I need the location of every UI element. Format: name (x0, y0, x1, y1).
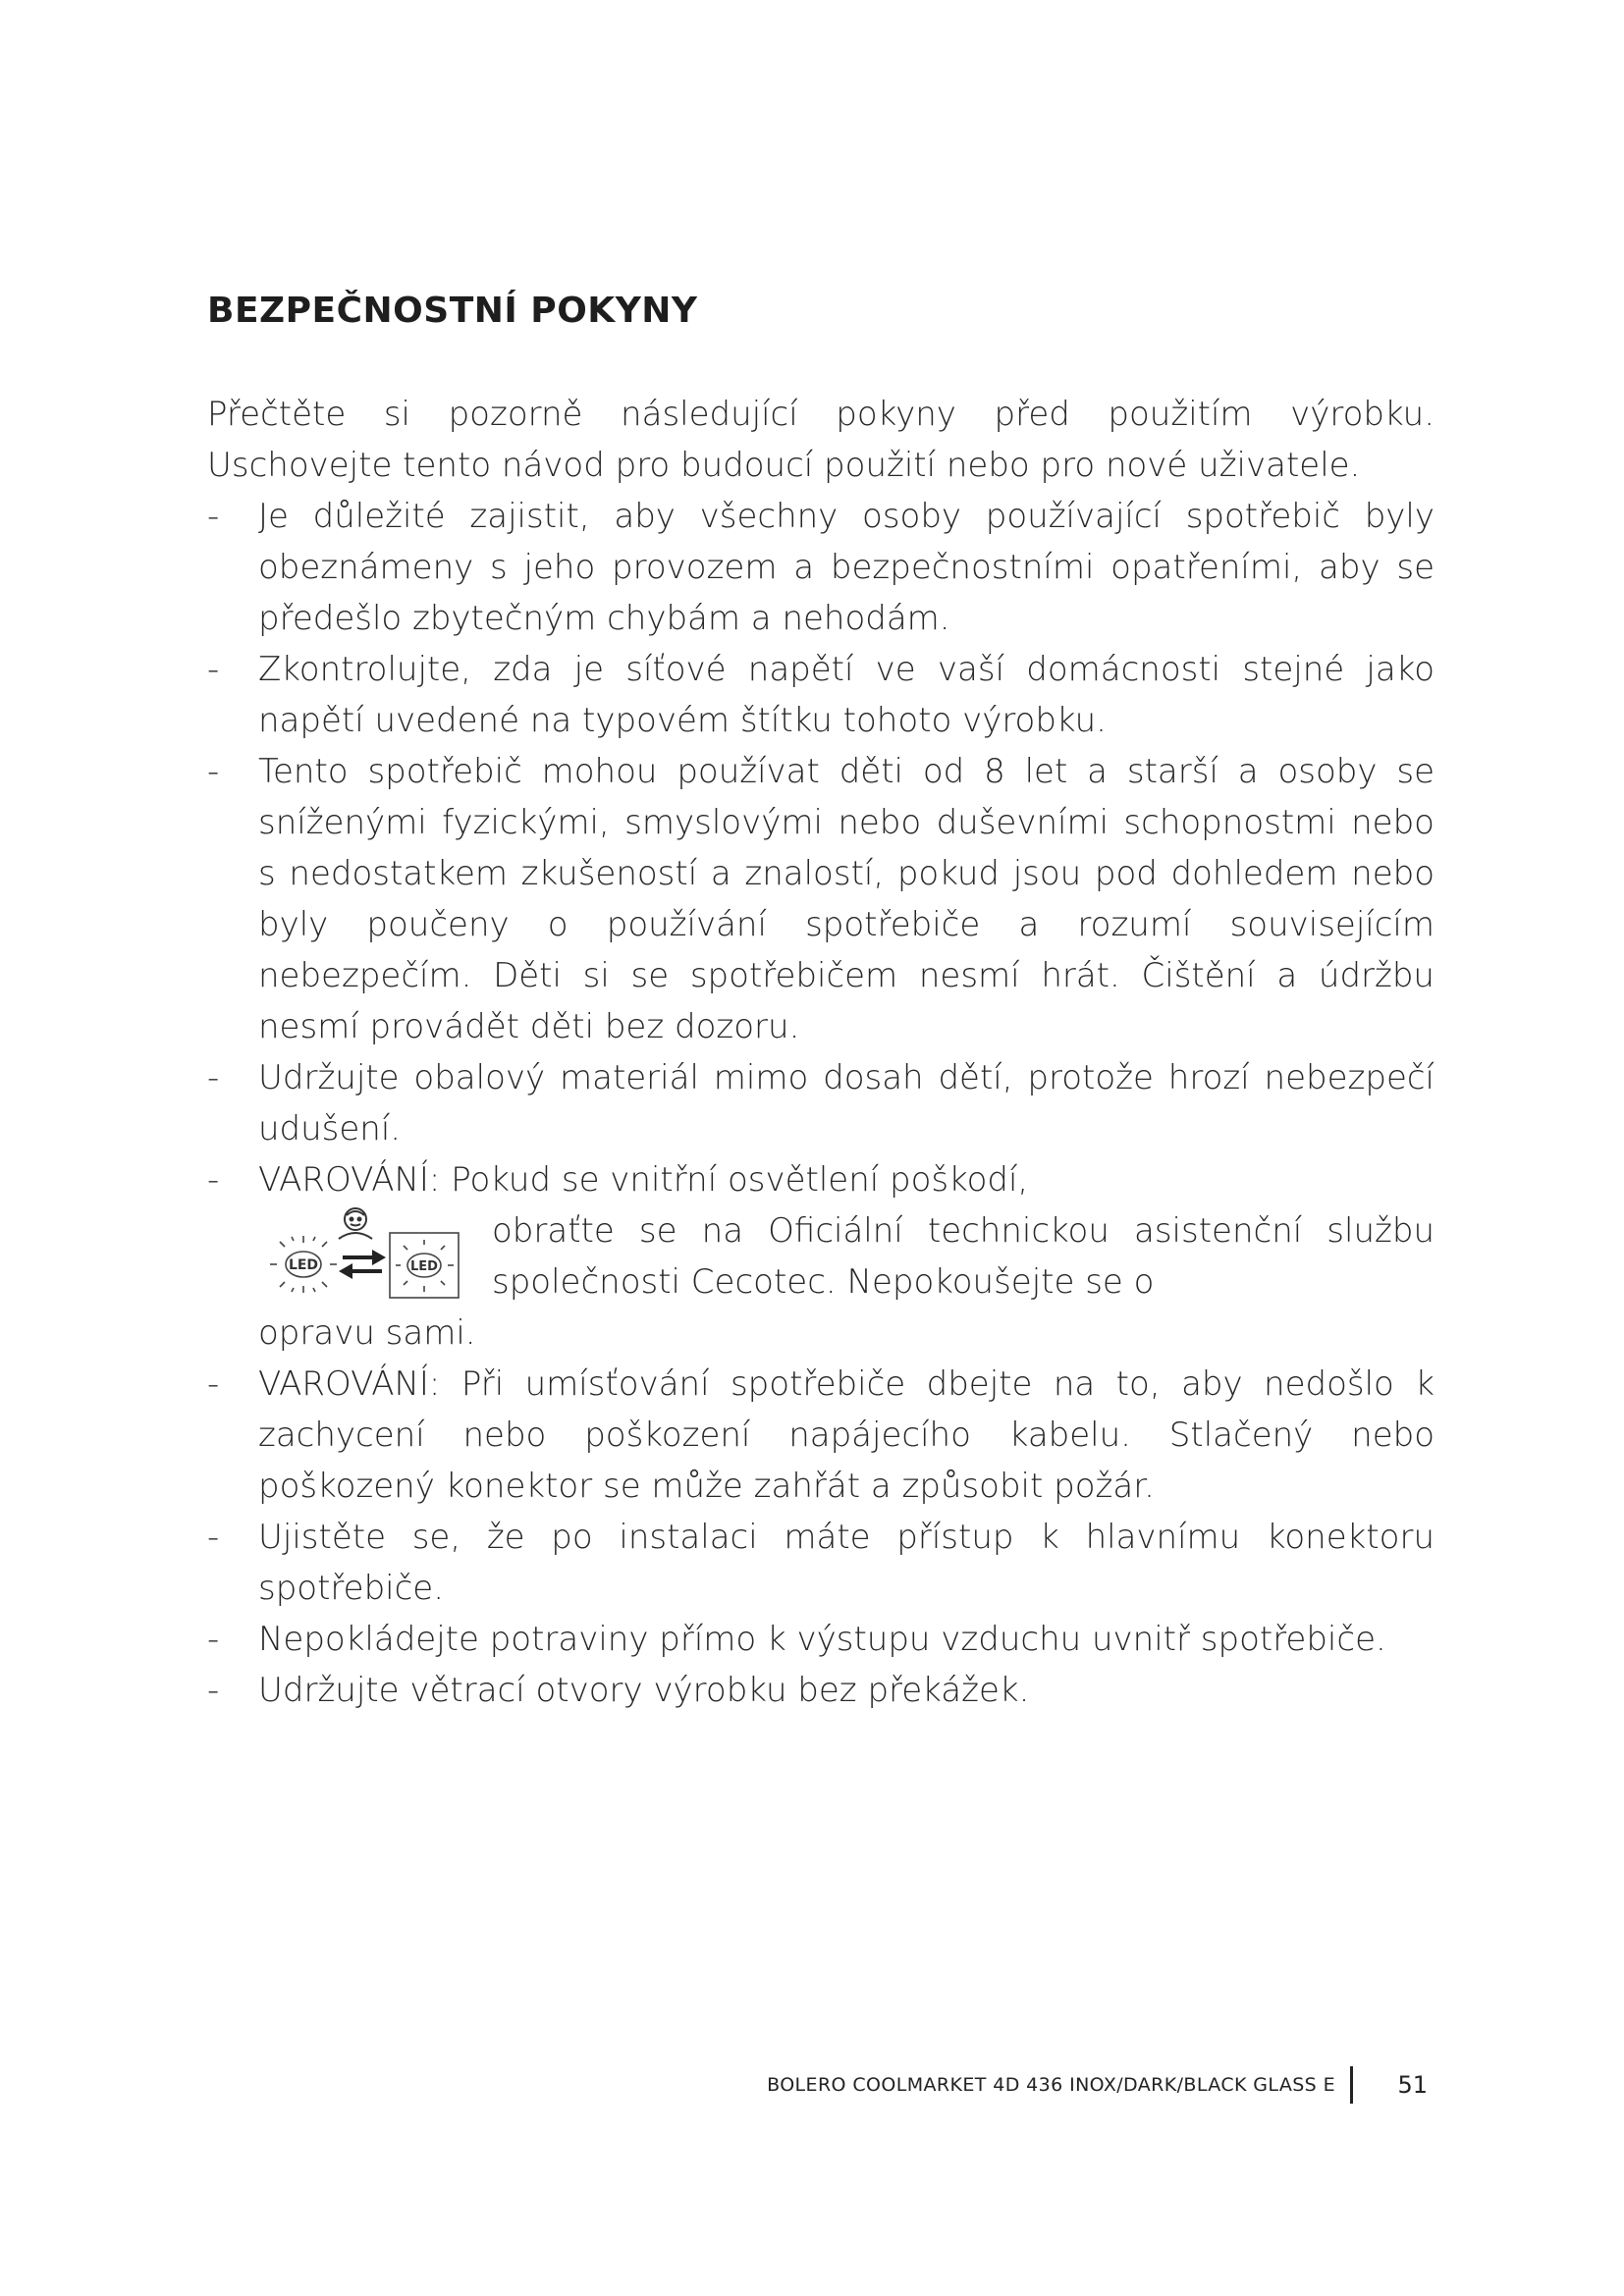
safety-item: - Udržujte obalový materiál mimo dosah dětí, protože hrozí nebezpečí udušení. (207, 1052, 1435, 1154)
led-label-right: LED (410, 1259, 438, 1274)
led-label-left: LED (288, 1257, 319, 1273)
intro-paragraph: Přečtěte si pozorně následující pokyny před použitím výrobku. Uschovejte tento návod pro budoucí použití nebo pro nové uživatele. (207, 395, 1435, 485)
led-warning-first-line: - VAROVÁNÍ: Pokud se vnitřní osvětlení poškodí, (258, 1160, 1029, 1200)
safety-item: - Tento spotřebič mohou používat děti od 8 let a starší a osoby se sníženými fyzickými, smyslovými nebo duševními schopnostmi nebo s nedostatkem zkušeností a znalostí, pokud jsou pod dohledem nebo byly poučeny o používání spotřebiče a rozumí souvisejícím nebezpečím. Děti si se spotřebičem nesmí hrát. Čištění a údržbu nesmí provádět děti bez dozoru. (207, 746, 1435, 1052)
safety-item: - Je důležité zajistit, aby všechny osoby používající spotřebič byly obeznámeny s jeho provozem a bezpečnostními opatřeními, aby se předešlo zbytečným chybám a nehodám. (207, 491, 1435, 644)
safety-item: - Udržujte větrací otvory výrobku bez překážek. (207, 1665, 1435, 1716)
technician-icon (339, 1208, 372, 1239)
led-warning-text: obraťte se na Oficiální technickou asistenční službu společnosti Cecotec. Nepokoušejte se o (492, 1211, 1435, 1302)
led-replacement-icon (264, 1205, 470, 1308)
page-footer (0, 2066, 1428, 2106)
footer-divider (1350, 2066, 1353, 2104)
body-text (207, 389, 1435, 1716)
safety-item: - Zkontrolujte, zda je síťové napětí ve vaší domácnosti stejné jako napětí uvedené na typovém štítku tohoto výrobku. (207, 644, 1435, 746)
page-number: 51 (1397, 2071, 1428, 2099)
swap-arrows-icon (339, 1250, 386, 1279)
section-heading: BEZPEČNOSTNÍ POKYNY (207, 291, 698, 331)
safety-item-led-warning (207, 1154, 1435, 1359)
footer-model-name: BOLERO COOLMARKET 4D 436 INOX/DARK/BLACK GLASS E (767, 2074, 1335, 2096)
led-warning-row (258, 1205, 1435, 1308)
led-warning-last-line: opravu sami. (258, 1313, 476, 1353)
safety-item: - Nepokládejte potraviny přímo k výstupu vzduchu uvnitř spotřebiče. (207, 1614, 1435, 1665)
safety-item: - Ujistěte se, že po instalaci máte přístup k hlavnímu konektoru spotřebiče. (207, 1512, 1435, 1614)
safety-item: - VAROVÁNÍ: Při umísťování spotřebiče dbejte na to, aby nedošlo k zachycení nebo poškození napájecího kabelu. Stlačený nebo poškozený konektor se může zahřát a způsobit požár. (207, 1359, 1435, 1512)
safety-list (207, 491, 1435, 1716)
